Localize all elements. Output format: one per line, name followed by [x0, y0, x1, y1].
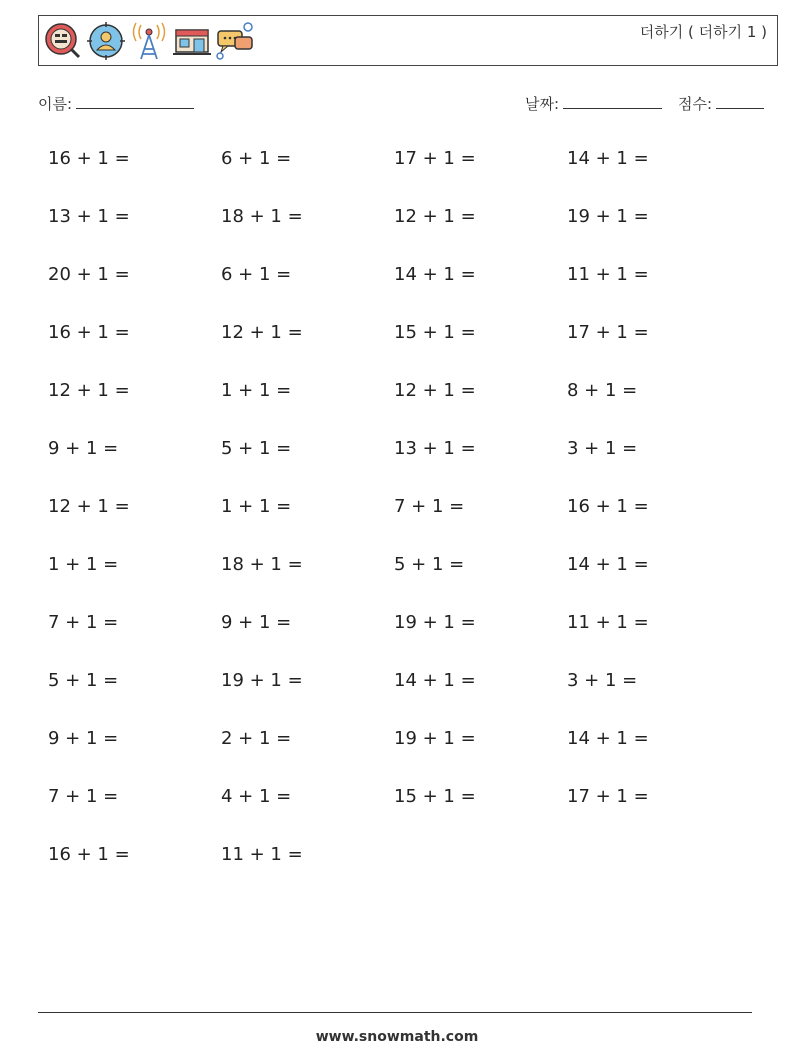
footer-url: www.snowmath.com — [315, 1029, 479, 1045]
magnifier-sticker-icon — [43, 21, 83, 61]
score-field[interactable] — [678, 93, 764, 114]
problem-3-4: 11 + 1 = — [567, 264, 649, 285]
score-blank[interactable] — [716, 94, 764, 109]
date-field[interactable] — [525, 93, 662, 114]
problem-13-1: 16 + 1 = — [48, 844, 130, 865]
user-target-icon — [86, 21, 126, 61]
worksheet-title: 더하기 ( 더하기 1 ) — [639, 23, 767, 41]
problem-9-3: 19 + 1 = — [394, 612, 476, 633]
date-label: 날짜: — [525, 95, 560, 113]
problem-1-4: 14 + 1 = — [567, 148, 649, 169]
problem-2-1: 13 + 1 = — [48, 206, 130, 227]
problem-4-4: 17 + 1 = — [567, 322, 649, 343]
name-field[interactable] — [38, 93, 194, 114]
problem-9-1: 7 + 1 = — [48, 612, 119, 633]
problem-10-4: 3 + 1 = — [567, 670, 638, 691]
problem-4-1: 16 + 1 = — [48, 322, 130, 343]
problem-3-2: 6 + 1 = — [221, 264, 292, 285]
problem-1-3: 17 + 1 = — [394, 148, 476, 169]
problem-2-2: 18 + 1 = — [221, 206, 303, 227]
problem-6-4: 3 + 1 = — [567, 438, 638, 459]
problem-11-4: 14 + 1 = — [567, 728, 649, 749]
problem-4-2: 12 + 1 = — [221, 322, 303, 343]
problem-11-1: 9 + 1 = — [48, 728, 119, 749]
problem-7-3: 7 + 1 = — [394, 496, 465, 517]
problem-6-2: 5 + 1 = — [221, 438, 292, 459]
problem-10-2: 19 + 1 = — [221, 670, 303, 691]
name-label: 이름: — [38, 95, 73, 113]
problem-13-2: 11 + 1 = — [221, 844, 303, 865]
problem-9-4: 11 + 1 = — [567, 612, 649, 633]
radio-tower-icon — [129, 21, 169, 61]
problem-6-3: 13 + 1 = — [394, 438, 476, 459]
problem-7-2: 1 + 1 = — [221, 496, 292, 517]
score-label: 점수: — [678, 95, 713, 113]
header-icons — [43, 20, 255, 62]
problem-5-1: 12 + 1 = — [48, 380, 130, 401]
problem-8-1: 1 + 1 = — [48, 554, 119, 575]
date-blank[interactable] — [563, 94, 662, 109]
problem-2-4: 19 + 1 = — [567, 206, 649, 227]
problem-2-3: 12 + 1 = — [394, 206, 476, 227]
problem-9-2: 9 + 1 = — [221, 612, 292, 633]
problem-12-1: 7 + 1 = — [48, 786, 119, 807]
problem-6-1: 9 + 1 = — [48, 438, 119, 459]
problem-8-4: 14 + 1 = — [567, 554, 649, 575]
problem-7-4: 16 + 1 = — [567, 496, 649, 517]
problem-11-2: 2 + 1 = — [221, 728, 292, 749]
problem-11-3: 19 + 1 = — [394, 728, 476, 749]
name-blank[interactable] — [76, 94, 194, 109]
problem-7-1: 12 + 1 = — [48, 496, 130, 517]
problem-5-3: 12 + 1 = — [394, 380, 476, 401]
problem-1-1: 16 + 1 = — [48, 148, 130, 169]
problem-10-1: 5 + 1 = — [48, 670, 119, 691]
worksheet-header — [38, 15, 778, 66]
storefront-icon — [172, 21, 212, 61]
problem-12-4: 17 + 1 = — [567, 786, 649, 807]
problem-1-2: 6 + 1 = — [221, 148, 292, 169]
problem-12-3: 15 + 1 = — [394, 786, 476, 807]
problem-5-4: 8 + 1 = — [567, 380, 638, 401]
problem-3-1: 20 + 1 = — [48, 264, 130, 285]
problem-10-3: 14 + 1 = — [394, 670, 476, 691]
chat-bubbles-icon — [215, 21, 255, 61]
problem-12-2: 4 + 1 = — [221, 786, 292, 807]
problem-3-3: 14 + 1 = — [394, 264, 476, 285]
problem-4-3: 15 + 1 = — [394, 322, 476, 343]
problem-5-2: 1 + 1 = — [221, 380, 292, 401]
footer-divider — [38, 1012, 752, 1013]
problem-8-2: 18 + 1 = — [221, 554, 303, 575]
problem-8-3: 5 + 1 = — [394, 554, 465, 575]
